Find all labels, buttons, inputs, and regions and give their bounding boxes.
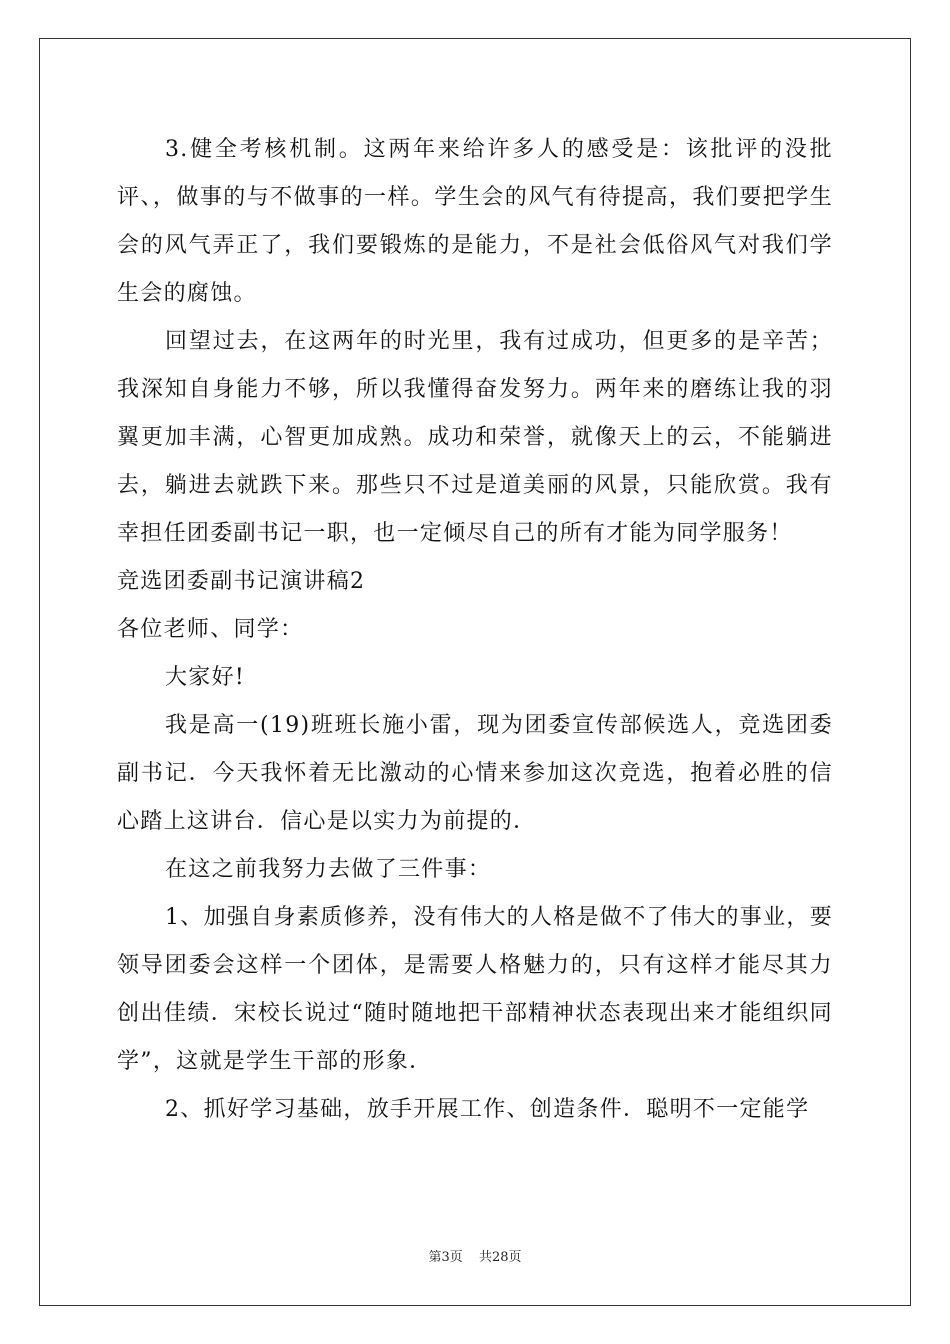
document-body bbox=[117, 126, 833, 1134]
greeting: 大家好! bbox=[165, 665, 246, 690]
page-footer bbox=[0, 1246, 950, 1265]
paragraph-three-things: 在这之前我努力去做了三件事： bbox=[165, 857, 492, 882]
paragraph-self-introduction: 我是高一(19)班班长施小雷，现为团委宣传部候选人，竞选团委副书记．今天我怀着无比激动的心情来参加这次竞选，抱着必胜的信心踏上这讲台．信心是以实力为前提的． bbox=[117, 713, 833, 834]
paragraph-point-two: 2、抓好学习基础，放手开展工作、创造条件．聪明不一定能学 bbox=[165, 1097, 810, 1122]
speech-title: 竞选团委副书记演讲稿2 bbox=[117, 569, 366, 594]
page-number: 第3页 bbox=[428, 1250, 463, 1265]
paragraph-looking-back: 回望过去，在这两年的时光里，我有过成功，但更多的是辛苦；我深知自身能力不够，所以我懂得奋发努力。两年来的磨练让我的羽翼更加丰满，心智更加成熟。成功和荣誉，就像天上的云，不能躺进去，躺进去就跌下来。那些只不过是道美丽的风景，只能欣赏。我有幸担任团委副书记一职，也一定倾尽自己的所有才能为同学服务！ bbox=[117, 329, 833, 546]
salutation: 各位老师、同学： bbox=[117, 617, 304, 642]
paragraph-assessment-mechanism: 3.健全考核机制。这两年来给许多人的感受是：该批评的没批评、，做事的与不做事的一样。学生会的风气有待提高，我们要把学生会的风气弄正了，我们要锻炼的是能力，不是社会低俗风气对我们学生会的腐蚀。 bbox=[117, 137, 833, 306]
page-total: 共28页 bbox=[478, 1250, 522, 1265]
paragraph-point-one: 1、加强自身素质修养，没有伟大的人格是做不了伟大的事业，要领导团委会这样一个团体，是需要人格魅力的，只有这样才能尽其力创出佳绩．宋校长说过“随时随地把干部精神状态表现出来才能组织同学”，这就是学生干部的形象． bbox=[117, 905, 833, 1074]
